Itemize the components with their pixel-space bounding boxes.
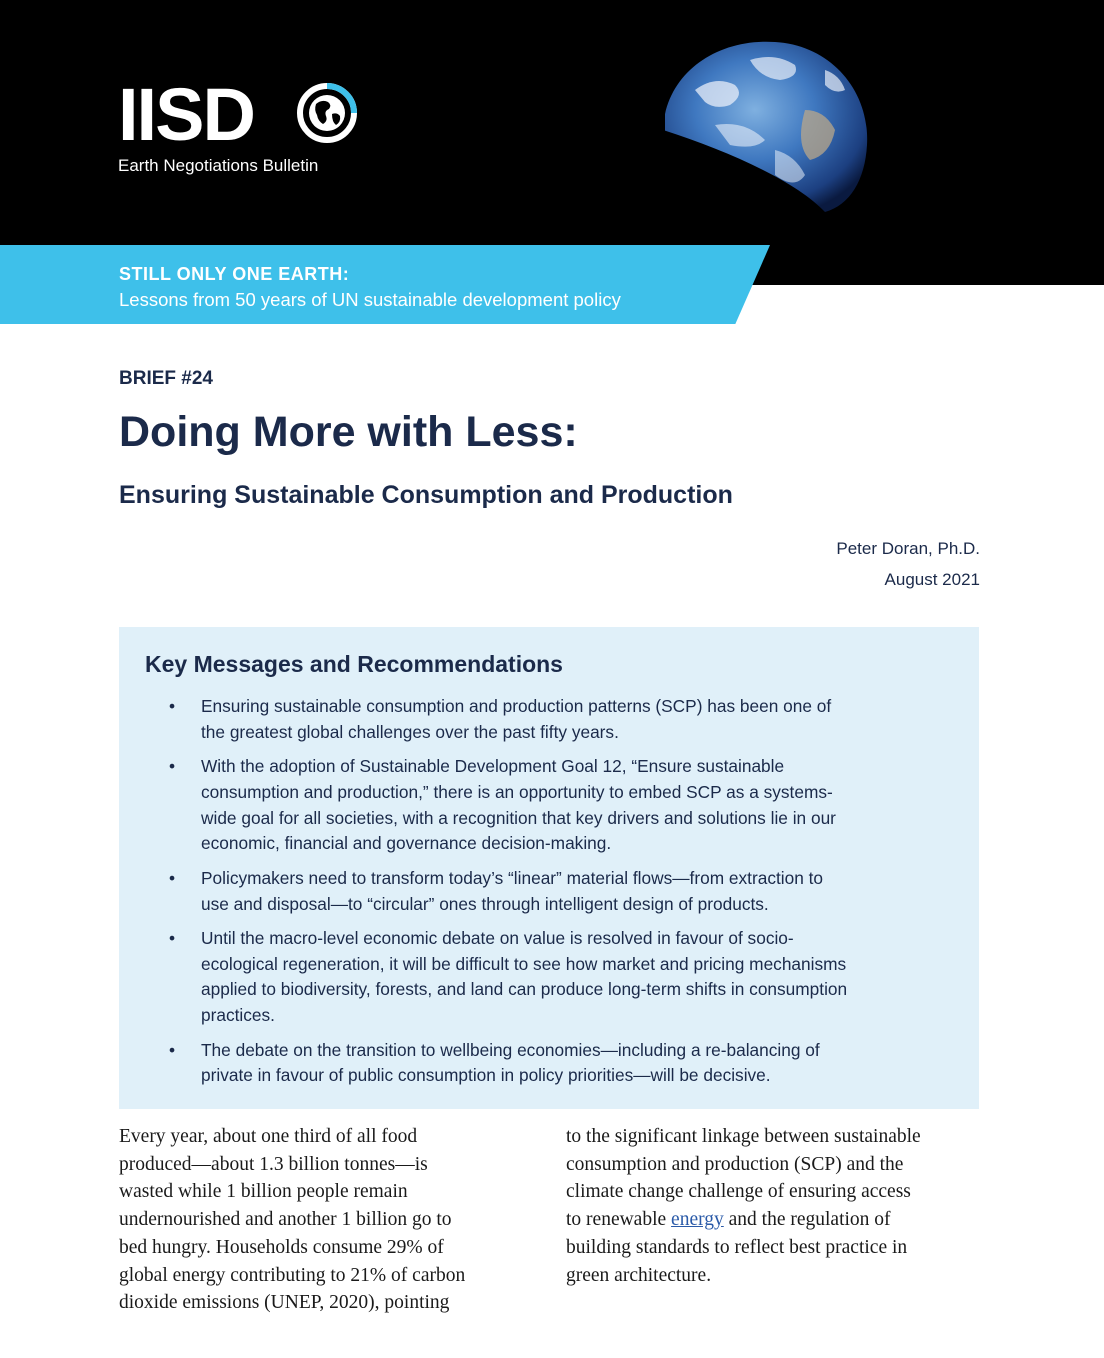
key-message-line: economic, financial and governance decision-making. <box>201 833 612 854</box>
bullet: • <box>169 756 176 777</box>
body-line: to the significant linkage between sustainable <box>566 1126 921 1147</box>
key-message-line: private in favour of public consumption in policy priorities—will be decisive. <box>201 1065 771 1086</box>
key-message-line: The debate on the transition to wellbeing economies—including a re-balancing of <box>201 1039 820 1060</box>
key-message-line: Policymakers need to transform today’s “linear” material flows—from extraction to <box>201 867 824 888</box>
banner-title: STILL ONLY ONE EARTH: <box>119 264 350 284</box>
key-message-line: Ensuring sustainable consumption and production patterns (SCP) has been one of <box>201 696 832 716</box>
key-messages-list <box>169 694 959 1098</box>
body-line: produced—about 1.3 billion tonnes—is <box>119 1153 428 1175</box>
key-message-item <box>169 866 959 918</box>
bullet: • <box>169 696 176 716</box>
key-message-line: practices. <box>201 1005 275 1026</box>
body-line: green architecture. <box>566 1264 712 1286</box>
page-title: Doing More with Less: <box>119 408 578 456</box>
body-line: global energy contributing to 21% of carbon <box>119 1264 466 1286</box>
series-banner <box>0 245 770 324</box>
key-message-item <box>169 754 959 857</box>
key-messages-box <box>119 627 979 1109</box>
link-suffix: and the regulation of <box>723 1209 891 1231</box>
key-message-line: applied to biodiversity, forests, and land can produce long-term shifts in consumption <box>201 979 848 1000</box>
body-line: Every year, about one third of all food <box>119 1126 418 1147</box>
link-prefix: to renewable <box>566 1209 672 1231</box>
bullet: • <box>169 867 176 888</box>
key-messages-heading: Key Messages and Recommendations <box>145 651 563 677</box>
logo-subtitle: Earth Negotiations Bulletin <box>118 156 319 175</box>
key-message-line: With the adoption of Sustainable Development Goal 12, “Ensure sustainable <box>201 756 785 777</box>
key-message-line: ecological regeneration, it will be difficult to see how market and pricing mechanisms <box>201 953 847 974</box>
body-line: undernourished and another 1 billion go to <box>119 1209 452 1231</box>
body-column-left <box>119 1123 519 1317</box>
banner-subtitle: Lessons from 50 years of UN sustainable development policy <box>119 289 621 310</box>
key-message-line: the greatest global challenges over the past fifty years. <box>201 721 619 742</box>
globe-icon <box>296 82 358 144</box>
earth-image <box>655 20 875 215</box>
key-message-line: consumption and production,” there is an opportunity to embed SCP as a systems- <box>201 781 833 802</box>
header <box>0 0 1104 285</box>
page-subtitle: Ensuring Sustainable Consumption and Production <box>119 481 733 509</box>
energy-link[interactable]: energy <box>671 1209 724 1231</box>
body-line: wasted while 1 billion people remain <box>119 1181 408 1203</box>
body-line-with-link <box>566 1206 966 1234</box>
bullet: • <box>169 1039 176 1060</box>
author: Peter Doran, Ph.D. <box>836 539 980 558</box>
key-message-line: use and disposal—to “circular” ones through intelligent design of products. <box>201 893 769 914</box>
bullet: • <box>169 927 176 948</box>
body-line: dioxide emissions (UNEP, 2020), pointing <box>119 1292 450 1314</box>
body-line: building standards to reflect best practice in <box>566 1236 908 1258</box>
key-message-line: Until the macro-level economic debate on value is resolved in favour of socio- <box>201 927 794 948</box>
body-line: bed hungry. Households consume 29% of <box>119 1236 444 1258</box>
body-column-right <box>566 1123 966 1289</box>
key-message-item <box>169 694 959 746</box>
publication-date: August 2021 <box>884 570 980 589</box>
iisd-logo[interactable] <box>118 73 378 182</box>
key-message-item <box>169 926 959 1029</box>
brief-label: BRIEF #24 <box>119 368 213 389</box>
key-message-item <box>169 1038 959 1090</box>
logo-text: IISD <box>118 73 254 156</box>
body-line: consumption and production (SCP) and the <box>566 1153 904 1175</box>
key-message-line: wide goal for all societies, with a recognition that key drivers and solutions lie in our <box>201 807 836 828</box>
body-line: climate change challenge of ensuring access <box>566 1181 911 1203</box>
